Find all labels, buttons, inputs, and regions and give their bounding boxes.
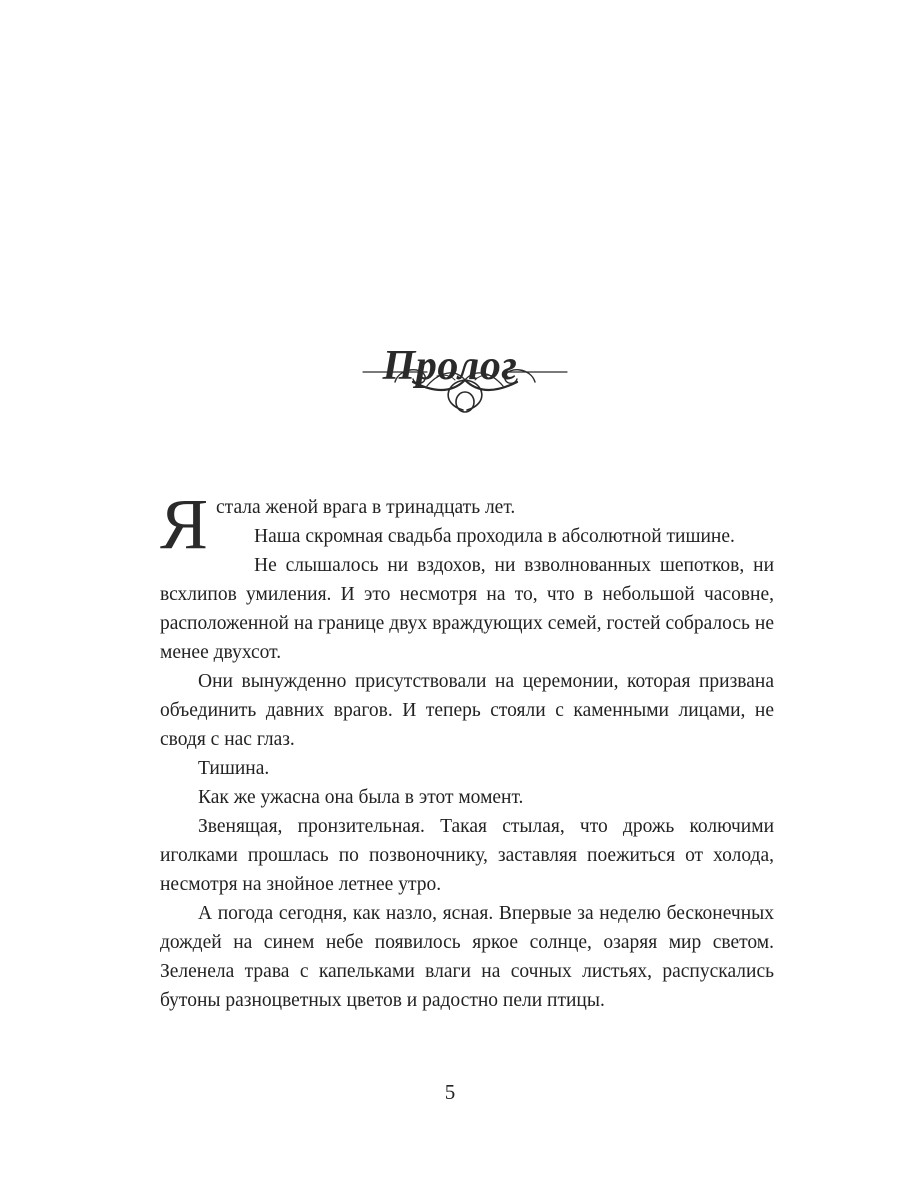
paragraph: Звенящая, пронзительная. Такая стылая, что дрожь колючими иголками прошлась по позвоночнику, заставляя поежиться от холода, несмотря на знойное летнее утро.: [160, 816, 774, 895]
paragraph: Не слышалось ни вздохов, ни взволнованных шепотков, ни всхлипов умиления. И это несмотря на то, что в небольшой часовне, расположенной на границе двух враждующих семей, гостей собралось не менее двухсот.: [160, 555, 774, 663]
paragraph: Они вынужденно присутствовали на церемонии, которая призвана объединить давних врагов. И теперь стояли с каменными лицами, не сводя с нас глаз.: [160, 671, 774, 750]
chapter-title: Пролог: [382, 343, 518, 390]
chapter-text: [160, 484, 774, 1015]
page-number: 5: [444, 1080, 456, 1104]
drop-cap-letter: Я: [160, 484, 209, 564]
paragraph: Как же ужасна она была в этот момент.: [198, 787, 524, 808]
paragraph: А погода сегодня, как назло, ясная. Впервые за неделю бесконечных дождей на синем небе появилось яркое солнце, озаряя мир светом. Зеленела трава с капельками влаги на сочных листьях, распускались бутоны разноцветных цветов и радостно пели птицы.: [160, 903, 774, 1011]
paragraph: Наша скромная свадьба проходила в абсолютной тишине.: [254, 526, 735, 547]
paragraph: Тишина.: [198, 758, 270, 779]
flourish-divider-icon: [355, 352, 575, 426]
first-line-text: стала женой врага в тринадцать лет.: [216, 497, 516, 518]
